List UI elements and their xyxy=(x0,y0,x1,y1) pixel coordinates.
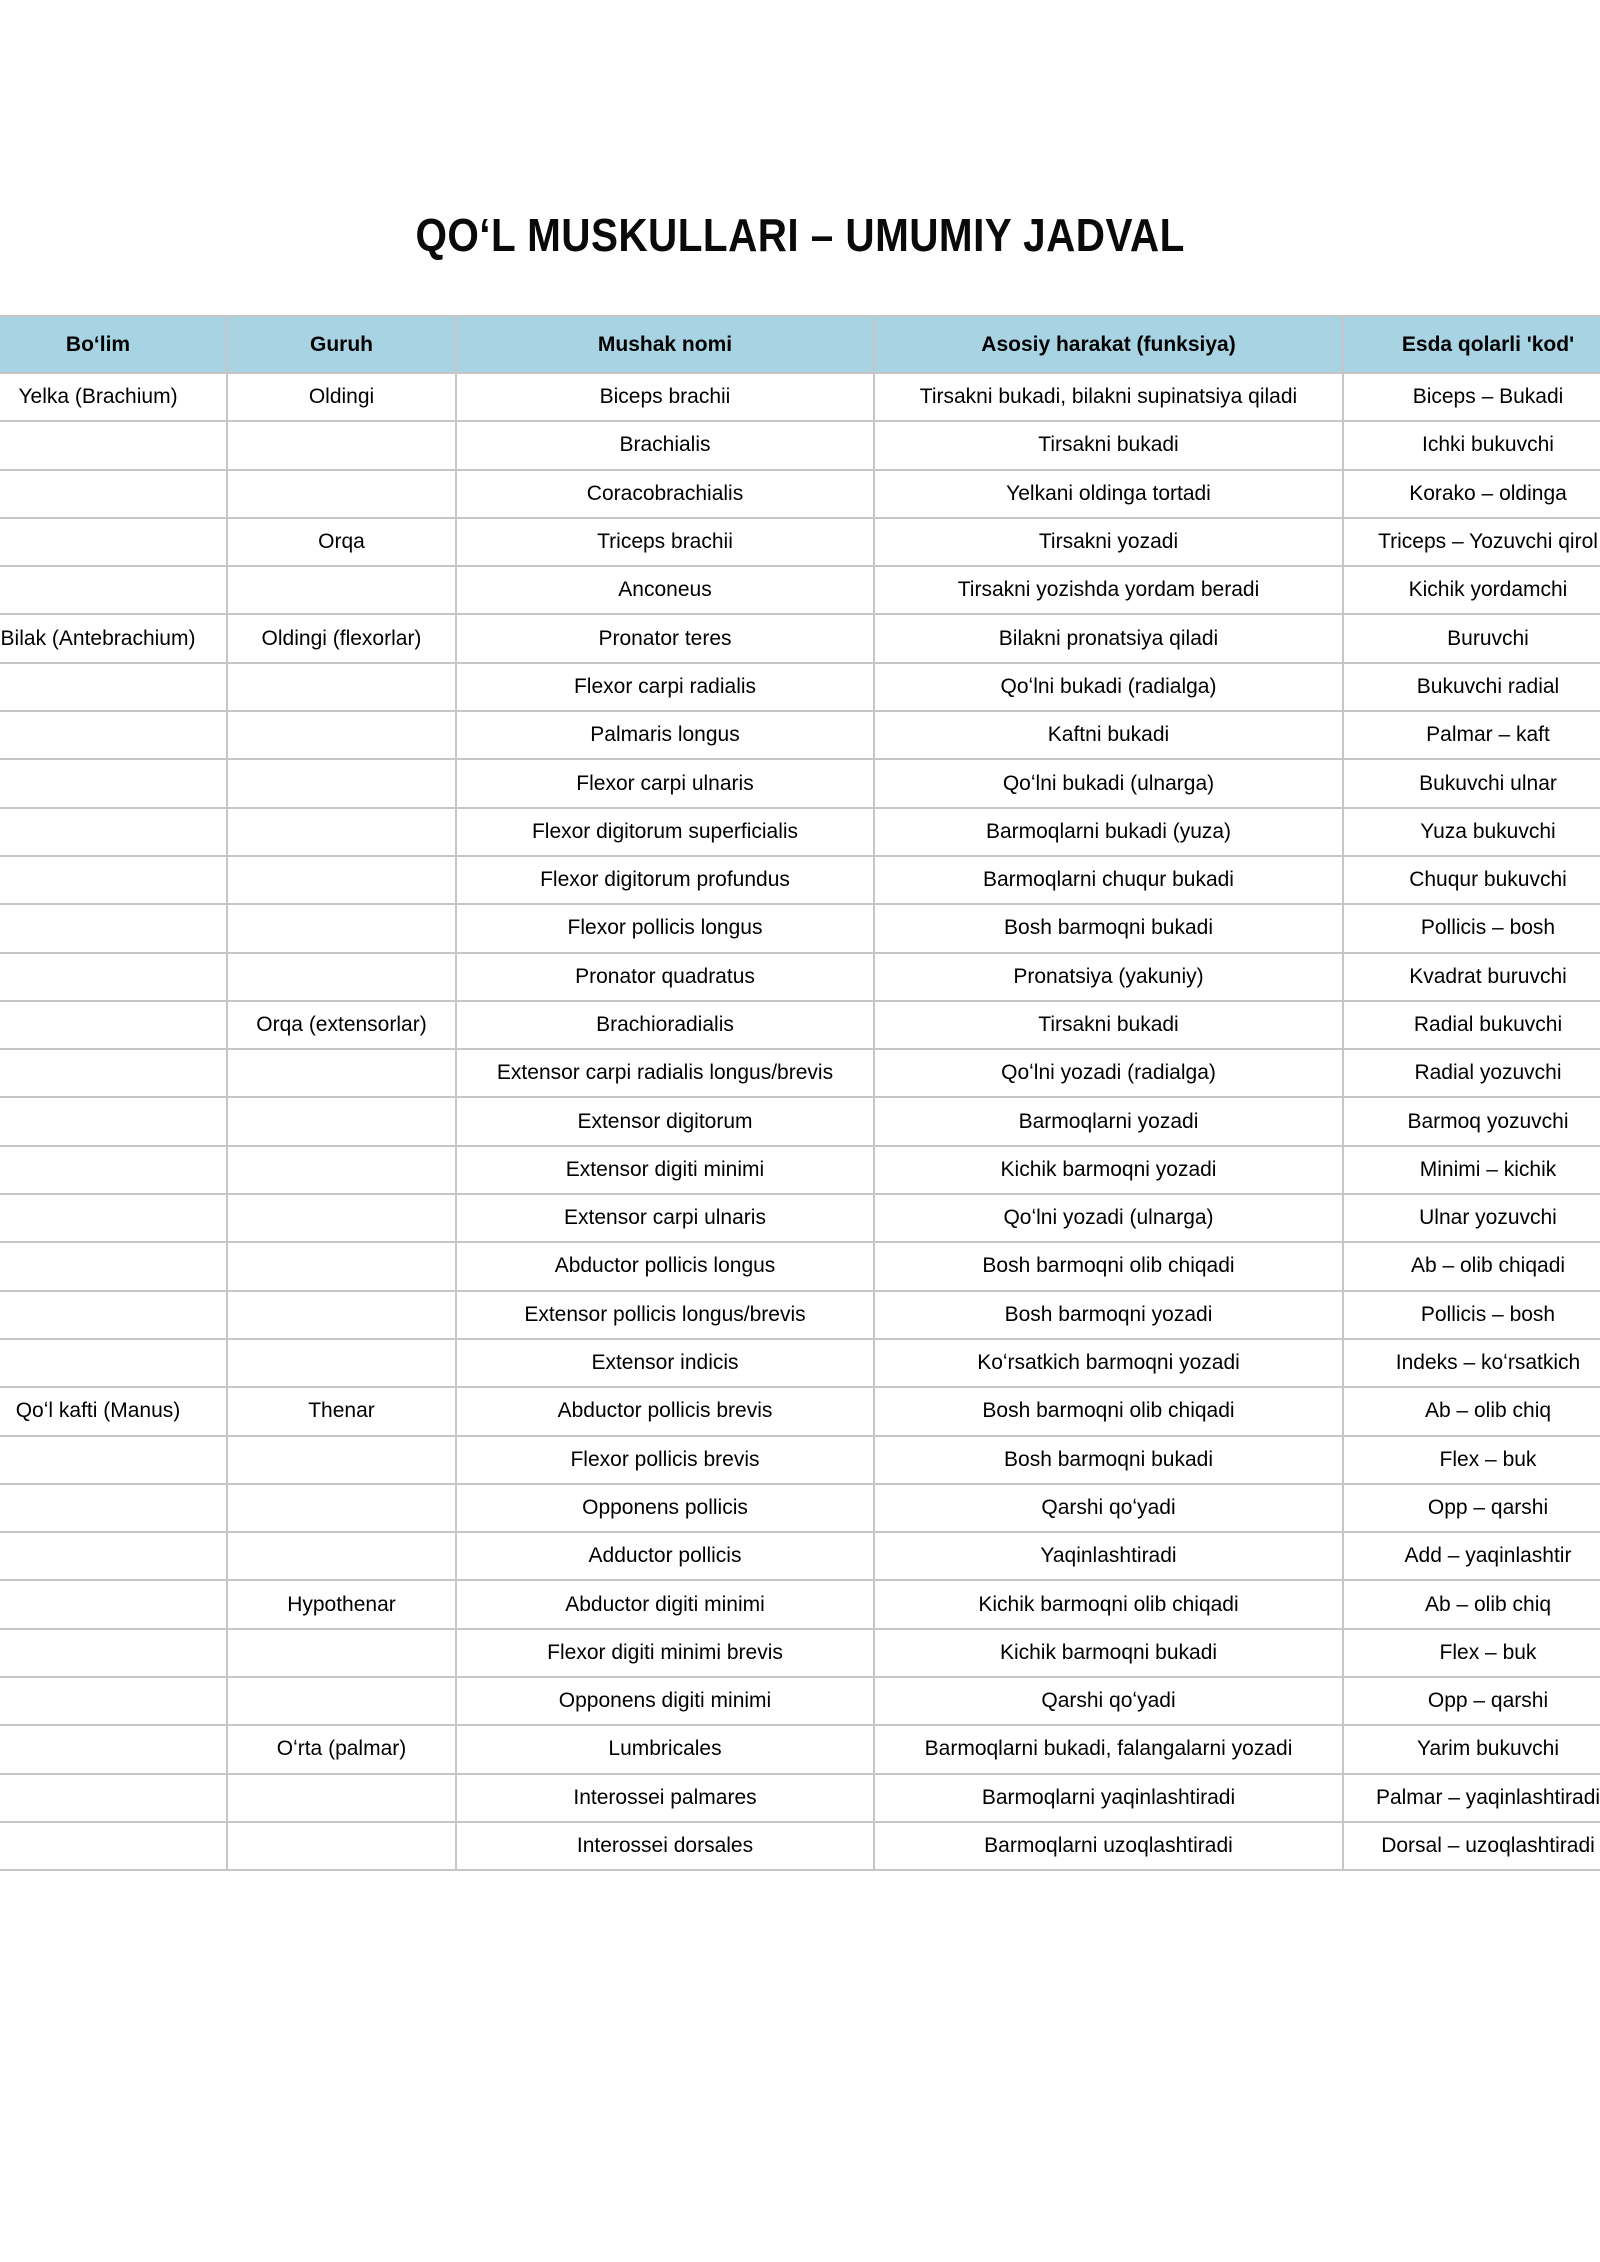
cell-mushak: Pronator teres xyxy=(456,614,874,662)
cell-mushak: Coracobrachialis xyxy=(456,470,874,518)
cell-harakat: Qarshi qoʻyadi xyxy=(874,1484,1343,1532)
cell-guruh: Orqa xyxy=(227,518,456,566)
cell-harakat: Kichik barmoqni bukadi xyxy=(874,1629,1343,1677)
cell-mushak: Extensor pollicis longus/brevis xyxy=(456,1291,874,1339)
cell-kod: Yuza bukuvchi xyxy=(1343,808,1600,856)
cell-mushak: Brachioradialis xyxy=(456,1001,874,1049)
cell-bolim xyxy=(0,663,227,711)
cell-kod: Indeks – koʻrsatkich xyxy=(1343,1339,1600,1387)
cell-harakat: Kaftni bukadi xyxy=(874,711,1343,759)
muscles-table xyxy=(0,315,1600,1871)
cell-bolim xyxy=(0,759,227,807)
table-row xyxy=(0,808,1600,856)
cell-harakat: Bosh barmoqni olib chiqadi xyxy=(874,1242,1343,1290)
cell-mushak: Flexor digitorum superficialis xyxy=(456,808,874,856)
table-header xyxy=(0,316,1600,373)
cell-mushak: Flexor pollicis brevis xyxy=(456,1436,874,1484)
cell-bolim xyxy=(0,1194,227,1242)
table-row xyxy=(0,1580,1600,1628)
cell-bolim xyxy=(0,1001,227,1049)
cell-harakat: Bosh barmoqni bukadi xyxy=(874,1436,1343,1484)
cell-harakat: Qoʻlni yozadi (radialga) xyxy=(874,1049,1343,1097)
table-row xyxy=(0,1242,1600,1290)
cell-harakat: Tirsakni bukadi, bilakni supinatsiya qiladi xyxy=(874,373,1343,421)
cell-bolim xyxy=(0,470,227,518)
cell-kod: Dorsal – uzoqlashtiradi xyxy=(1343,1822,1600,1870)
cell-guruh xyxy=(227,1291,456,1339)
cell-guruh: Orqa (extensorlar) xyxy=(227,1001,456,1049)
column-header-kod: Esda qolarli 'kod' xyxy=(1343,316,1600,373)
cell-guruh xyxy=(227,1774,456,1822)
cell-bolim xyxy=(0,711,227,759)
cell-kod: Palmar – yaqinlashtiradi xyxy=(1343,1774,1600,1822)
cell-bolim xyxy=(0,1049,227,1097)
table-row xyxy=(0,1291,1600,1339)
cell-mushak: Extensor indicis xyxy=(456,1339,874,1387)
cell-mushak: Brachialis xyxy=(456,421,874,469)
table-row xyxy=(0,1194,1600,1242)
table-row xyxy=(0,614,1600,662)
cell-bolim: Bilak (Antebrachium) xyxy=(0,614,227,662)
cell-guruh: Oldingi (flexorlar) xyxy=(227,614,456,662)
cell-guruh xyxy=(227,1194,456,1242)
cell-bolim xyxy=(0,421,227,469)
table-row xyxy=(0,1097,1600,1145)
cell-mushak: Abductor digiti minimi xyxy=(456,1580,874,1628)
cell-harakat: Kichik barmoqni olib chiqadi xyxy=(874,1580,1343,1628)
cell-bolim xyxy=(0,1580,227,1628)
cell-guruh: Oldingi xyxy=(227,373,456,421)
cell-bolim xyxy=(0,1339,227,1387)
cell-guruh xyxy=(227,1436,456,1484)
cell-harakat: Bosh barmoqni olib chiqadi xyxy=(874,1387,1343,1435)
cell-kod: Triceps – Yozuvchi qirol xyxy=(1343,518,1600,566)
cell-kod: Barmoq yozuvchi xyxy=(1343,1097,1600,1145)
cell-guruh xyxy=(227,1629,456,1677)
table-row xyxy=(0,904,1600,952)
cell-guruh xyxy=(227,1146,456,1194)
cell-kod: Kvadrat buruvchi xyxy=(1343,953,1600,1001)
cell-harakat: Tirsakni bukadi xyxy=(874,421,1343,469)
cell-mushak: Abductor pollicis longus xyxy=(456,1242,874,1290)
table-row xyxy=(0,1146,1600,1194)
header-row xyxy=(0,316,1600,373)
cell-kod: Radial bukuvchi xyxy=(1343,1001,1600,1049)
table-row xyxy=(0,566,1600,614)
cell-mushak: Interossei dorsales xyxy=(456,1822,874,1870)
cell-bolim xyxy=(0,566,227,614)
cell-bolim xyxy=(0,1484,227,1532)
cell-bolim xyxy=(0,1097,227,1145)
cell-guruh xyxy=(227,421,456,469)
cell-guruh xyxy=(227,1049,456,1097)
cell-harakat: Barmoqlarni bukadi, falangalarni yozadi xyxy=(874,1725,1343,1773)
cell-mushak: Flexor carpi ulnaris xyxy=(456,759,874,807)
cell-guruh xyxy=(227,1242,456,1290)
cell-kod: Ab – olib chiq xyxy=(1343,1580,1600,1628)
cell-kod: Opp – qarshi xyxy=(1343,1677,1600,1725)
cell-mushak: Flexor digiti minimi brevis xyxy=(456,1629,874,1677)
cell-guruh xyxy=(227,470,456,518)
cell-mushak: Flexor digitorum profundus xyxy=(456,856,874,904)
table-row xyxy=(0,953,1600,1001)
cell-kod: Ichki bukuvchi xyxy=(1343,421,1600,469)
cell-mushak: Opponens pollicis xyxy=(456,1484,874,1532)
cell-guruh xyxy=(227,1484,456,1532)
cell-kod: Opp – qarshi xyxy=(1343,1484,1600,1532)
cell-harakat: Barmoqlarni yozadi xyxy=(874,1097,1343,1145)
column-header-harakat: Asosiy harakat (funksiya) xyxy=(874,316,1343,373)
cell-bolim xyxy=(0,1146,227,1194)
cell-bolim xyxy=(0,856,227,904)
table-row xyxy=(0,1677,1600,1725)
column-header-bolim: Boʻlim xyxy=(0,316,227,373)
table-row xyxy=(0,1339,1600,1387)
cell-harakat: Qoʻlni bukadi (ulnarga) xyxy=(874,759,1343,807)
table-row xyxy=(0,1484,1600,1532)
cell-kod: Add – yaqinlashtir xyxy=(1343,1532,1600,1580)
cell-kod: Ab – olib chiq xyxy=(1343,1387,1600,1435)
cell-mushak: Opponens digiti minimi xyxy=(456,1677,874,1725)
cell-guruh xyxy=(227,663,456,711)
cell-kod: Radial yozuvchi xyxy=(1343,1049,1600,1097)
cell-harakat: Barmoqlarni bukadi (yuza) xyxy=(874,808,1343,856)
cell-mushak: Triceps brachii xyxy=(456,518,874,566)
cell-harakat: Bosh barmoqni bukadi xyxy=(874,904,1343,952)
table-row xyxy=(0,1532,1600,1580)
cell-mushak: Lumbricales xyxy=(456,1725,874,1773)
cell-guruh xyxy=(227,1677,456,1725)
cell-kod: Korako – oldinga xyxy=(1343,470,1600,518)
cell-kod: Bukuvchi ulnar xyxy=(1343,759,1600,807)
cell-guruh xyxy=(227,1339,456,1387)
cell-kod: Flex – buk xyxy=(1343,1436,1600,1484)
cell-kod: Pollicis – bosh xyxy=(1343,904,1600,952)
cell-harakat: Kichik barmoqni yozadi xyxy=(874,1146,1343,1194)
cell-harakat: Yaqinlashtiradi xyxy=(874,1532,1343,1580)
cell-harakat: Yelkani oldinga tortadi xyxy=(874,470,1343,518)
cell-bolim xyxy=(0,1629,227,1677)
cell-kod: Chuqur bukuvchi xyxy=(1343,856,1600,904)
cell-guruh xyxy=(227,759,456,807)
cell-kod: Palmar – kaft xyxy=(1343,711,1600,759)
table-row xyxy=(0,711,1600,759)
cell-kod: Pollicis – bosh xyxy=(1343,1291,1600,1339)
cell-mushak: Biceps brachii xyxy=(456,373,874,421)
table-row xyxy=(0,1822,1600,1870)
table-row xyxy=(0,518,1600,566)
cell-guruh xyxy=(227,953,456,1001)
table-row xyxy=(0,856,1600,904)
cell-guruh xyxy=(227,711,456,759)
cell-harakat: Barmoqlarni yaqinlashtiradi xyxy=(874,1774,1343,1822)
table-row xyxy=(0,1049,1600,1097)
table-row xyxy=(0,1774,1600,1822)
cell-bolim xyxy=(0,904,227,952)
table-body xyxy=(0,373,1600,1870)
table-row xyxy=(0,470,1600,518)
cell-bolim xyxy=(0,1677,227,1725)
cell-bolim xyxy=(0,1291,227,1339)
page-title: QOʻL MUSKULLARI – UMUMIY JADVAL xyxy=(415,209,1185,261)
cell-harakat: Barmoqlarni chuqur bukadi xyxy=(874,856,1343,904)
cell-guruh: Hypothenar xyxy=(227,1580,456,1628)
cell-mushak: Extensor digitorum xyxy=(456,1097,874,1145)
cell-kod: Flex – buk xyxy=(1343,1629,1600,1677)
cell-mushak: Flexor carpi radialis xyxy=(456,663,874,711)
cell-bolim xyxy=(0,1725,227,1773)
cell-bolim: Qoʻl kafti (Manus) xyxy=(0,1387,227,1435)
cell-mushak: Palmaris longus xyxy=(456,711,874,759)
column-header-mushak: Mushak nomi xyxy=(456,316,874,373)
cell-kod: Minimi – kichik xyxy=(1343,1146,1600,1194)
cell-kod: Bukuvchi radial xyxy=(1343,663,1600,711)
cell-mushak: Pronator quadratus xyxy=(456,953,874,1001)
cell-harakat: Qoʻlni yozadi (ulnarga) xyxy=(874,1194,1343,1242)
cell-mushak: Abductor pollicis brevis xyxy=(456,1387,874,1435)
table-row xyxy=(0,1436,1600,1484)
page-title-container xyxy=(0,208,1600,262)
table-row xyxy=(0,421,1600,469)
cell-bolim xyxy=(0,518,227,566)
cell-bolim: Yelka (Brachium) xyxy=(0,373,227,421)
table-row xyxy=(0,1387,1600,1435)
cell-bolim xyxy=(0,1436,227,1484)
cell-kod: Ulnar yozuvchi xyxy=(1343,1194,1600,1242)
cell-guruh xyxy=(227,566,456,614)
cell-mushak: Extensor carpi ulnaris xyxy=(456,1194,874,1242)
cell-harakat: Bosh barmoqni yozadi xyxy=(874,1291,1343,1339)
table-row xyxy=(0,1725,1600,1773)
cell-kod: Kichik yordamchi xyxy=(1343,566,1600,614)
cell-kod: Buruvchi xyxy=(1343,614,1600,662)
cell-harakat: Tirsakni yozadi xyxy=(874,518,1343,566)
cell-harakat: Tirsakni yozishda yordam beradi xyxy=(874,566,1343,614)
cell-bolim xyxy=(0,1242,227,1290)
cell-bolim xyxy=(0,953,227,1001)
table-row xyxy=(0,1629,1600,1677)
cell-harakat: Koʻrsatkich barmoqni yozadi xyxy=(874,1339,1343,1387)
cell-bolim xyxy=(0,1774,227,1822)
cell-guruh xyxy=(227,808,456,856)
table-row xyxy=(0,663,1600,711)
cell-bolim xyxy=(0,1532,227,1580)
cell-guruh xyxy=(227,856,456,904)
cell-guruh: Thenar xyxy=(227,1387,456,1435)
cell-mushak: Anconeus xyxy=(456,566,874,614)
table-row xyxy=(0,373,1600,421)
cell-mushak: Flexor pollicis longus xyxy=(456,904,874,952)
cell-harakat: Barmoqlarni uzoqlashtiradi xyxy=(874,1822,1343,1870)
cell-kod: Yarim bukuvchi xyxy=(1343,1725,1600,1773)
cell-bolim xyxy=(0,1822,227,1870)
cell-mushak: Adductor pollicis xyxy=(456,1532,874,1580)
cell-guruh: Oʻrta (palmar) xyxy=(227,1725,456,1773)
cell-harakat: Pronatsiya (yakuniy) xyxy=(874,953,1343,1001)
cell-guruh xyxy=(227,1532,456,1580)
cell-harakat: Tirsakni bukadi xyxy=(874,1001,1343,1049)
cell-guruh xyxy=(227,1822,456,1870)
cell-bolim xyxy=(0,808,227,856)
cell-harakat: Qoʻlni bukadi (radialga) xyxy=(874,663,1343,711)
cell-mushak: Extensor carpi radialis longus/brevis xyxy=(456,1049,874,1097)
cell-mushak: Interossei palmares xyxy=(456,1774,874,1822)
cell-kod: Biceps – Bukadi xyxy=(1343,373,1600,421)
column-header-guruh: Guruh xyxy=(227,316,456,373)
cell-guruh xyxy=(227,904,456,952)
cell-harakat: Qarshi qoʻyadi xyxy=(874,1677,1343,1725)
cell-mushak: Extensor digiti minimi xyxy=(456,1146,874,1194)
table-row xyxy=(0,759,1600,807)
cell-harakat: Bilakni pronatsiya qiladi xyxy=(874,614,1343,662)
table-row xyxy=(0,1001,1600,1049)
cell-kod: Ab – olib chiqadi xyxy=(1343,1242,1600,1290)
cell-guruh xyxy=(227,1097,456,1145)
